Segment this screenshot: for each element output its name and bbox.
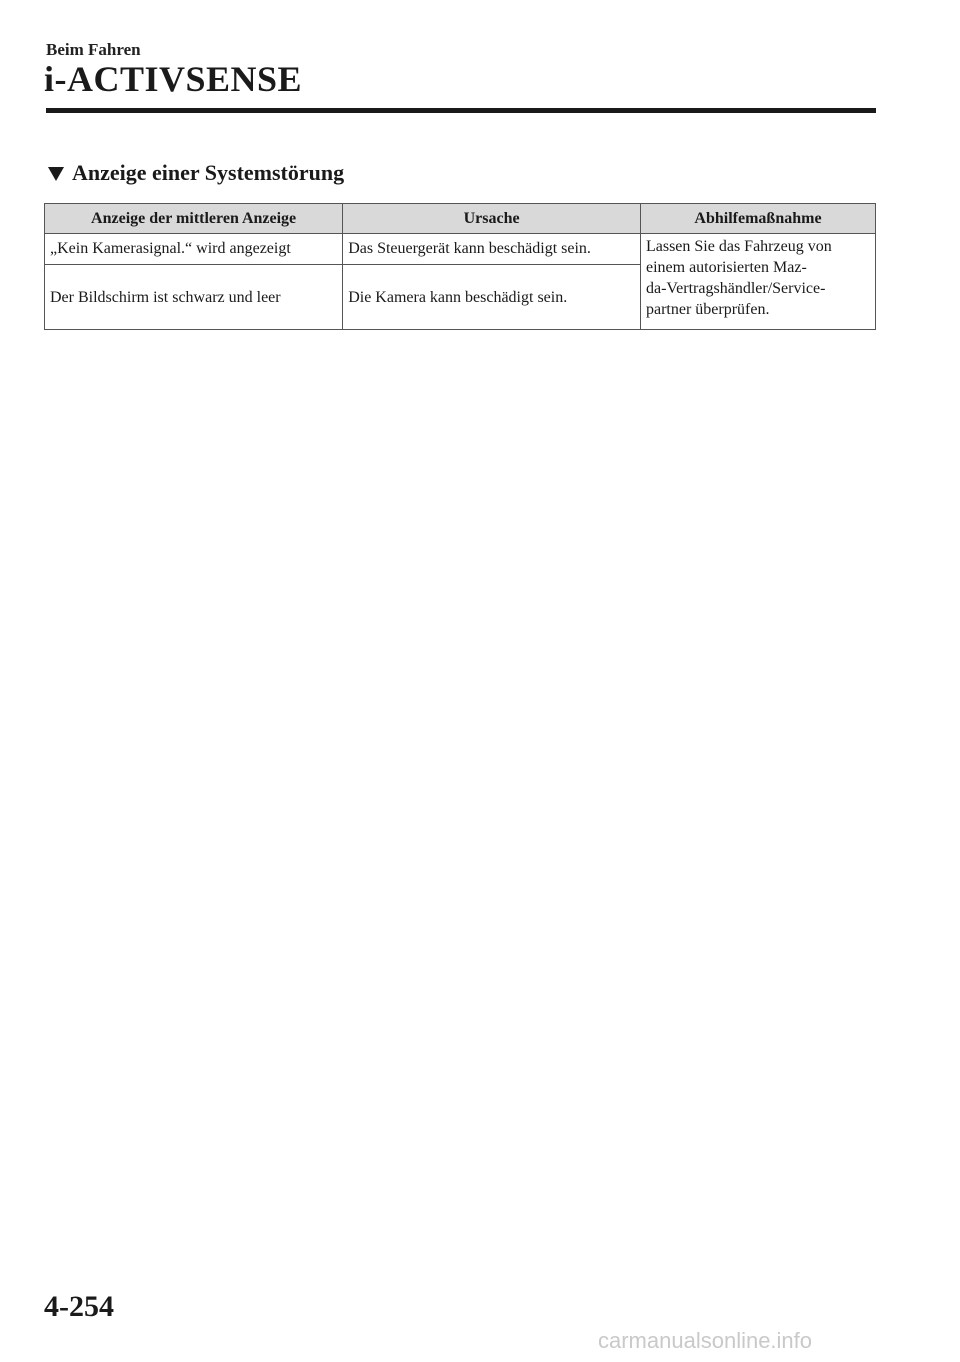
- watermark: carmanualsonline.info: [598, 1328, 813, 1353]
- row-display: Der Bildschirm ist schwarz und leer: [45, 265, 343, 330]
- remedy-line: partner überprüfen.: [645, 301, 770, 318]
- section-heading-text: Anzeige einer Systemstörung: [72, 160, 345, 185]
- header-remedy: Abhilfemaßnahme: [640, 204, 875, 234]
- chapter-label: Beim Fahren: [46, 40, 141, 59]
- remedy-line: da-Vertragshändler/Service-: [645, 280, 826, 297]
- table-row: [45, 234, 876, 265]
- remedy-line: einem autorisierten Maz-: [645, 259, 807, 276]
- header-display: Anzeige der mittleren Anzeige: [45, 204, 343, 234]
- row-display: „Kein Kamerasignal.“ wird angezeigt: [45, 234, 343, 265]
- table-header-row: [45, 204, 876, 234]
- page-number: 4-254: [44, 1290, 114, 1323]
- section-heading: [48, 160, 344, 186]
- title-rule: [46, 108, 876, 113]
- row-cause: Die Kamera kann beschädigt sein.: [343, 265, 641, 330]
- row-remedy: [640, 234, 875, 330]
- malfunction-table: [44, 203, 876, 330]
- header-cause: Ursache: [343, 204, 641, 234]
- remedy-line: Lassen Sie das Fahrzeug von: [645, 238, 832, 255]
- triangle-down-icon: [48, 167, 64, 181]
- page-title: i-ACTIVSENSE: [44, 59, 303, 99]
- row-cause: Das Steuergerät kann beschädigt sein.: [343, 234, 641, 265]
